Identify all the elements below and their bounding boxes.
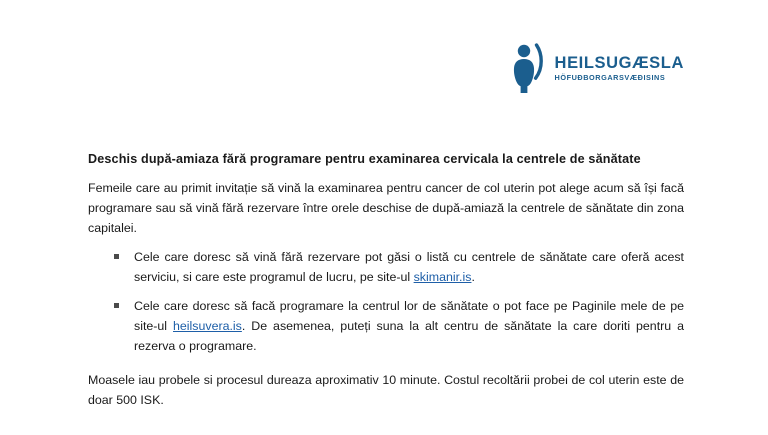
logo-title: HEILSUGÆSLA bbox=[554, 53, 684, 72]
logo-subtitle: HÖFUÐBORGARSVÆÐISINS bbox=[554, 73, 666, 83]
bullet-text-before: Cele care doresc să facă programare la centrul lor de sănătate o pot face pe Paginile mele de pe site-ul bbox=[134, 298, 684, 333]
bullet-list bbox=[88, 247, 684, 356]
bullet-text-after: . De asemenea, puteți suna la alt centru de sănătate la care doriti pentru a rezerva o programare. bbox=[134, 318, 684, 353]
document-content bbox=[88, 150, 684, 410]
logo-wordmark bbox=[555, 55, 684, 82]
list-item bbox=[112, 296, 684, 356]
organization-logo bbox=[505, 42, 684, 94]
bullet-text-before: Cele care doresc să vină fără rezervare pot găsi o listă cu centrele de sănătate care oferă acest serviciu, si care este programul de lucru, pe site-ul bbox=[134, 249, 684, 284]
person-figure-icon bbox=[505, 42, 545, 94]
list-item bbox=[112, 247, 684, 287]
closing-paragraph: Moasele iau probele si procesul dureaza aproximativ 10 minute. Costul recoltării probei de col uterin este de doar 500 ISK. bbox=[88, 373, 684, 408]
link-skimanir[interactable]: skimanir.is bbox=[413, 269, 472, 284]
intro-paragraph: Femeile care au primit invitație să vină la examinarea pentru cancer de col uterin pot alege acum să își facă programare sau să vină fără rezervare între orele deschise de după-amiază la centrele de sănătate din zona capitalei. bbox=[88, 181, 684, 236]
bullet-marker-icon bbox=[114, 254, 119, 259]
bullet-marker-icon bbox=[114, 303, 119, 308]
page-title: Deschis după-amiaza fără programare pentru examinarea cervicala la centrele de sănătate bbox=[88, 152, 641, 166]
bullet-text-after: . bbox=[471, 269, 475, 284]
link-heilsuvera[interactable]: heilsuvera.is bbox=[173, 318, 242, 333]
